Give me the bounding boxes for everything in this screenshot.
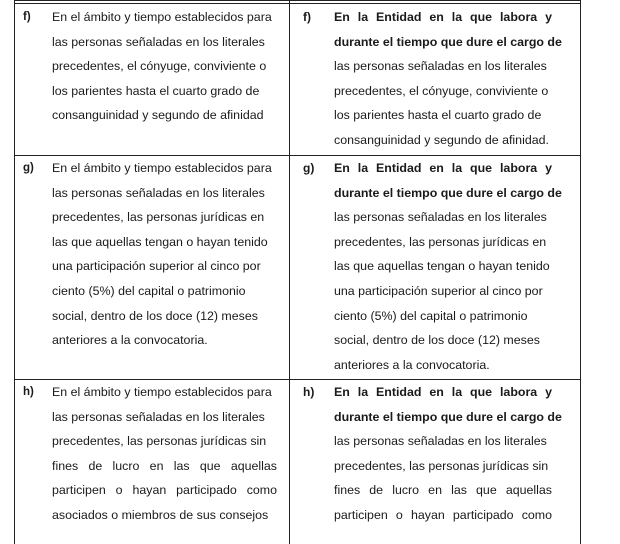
- text-line: precedentes, las personas jurídicas sin: [334, 458, 549, 473]
- text-line: anteriores a la convocatoria.: [52, 333, 208, 348]
- text-line: durante el tiempo que dure el cargo de: [334, 409, 562, 424]
- item-label-h: h): [303, 385, 315, 399]
- text-line: las personas señaladas en los literales: [334, 59, 547, 74]
- comparison-table: [14, 0, 581, 544]
- text-line: las personas señaladas en los literales: [52, 185, 265, 200]
- cell-text: [334, 380, 562, 528]
- cell-text: [334, 5, 562, 153]
- text-line: ciento (5%) del capital o patrimonio: [52, 283, 246, 298]
- text-line: En el ámbito y tiempo establecidos para: [52, 385, 272, 399]
- text-line: una participación superior al cinco por: [334, 283, 543, 298]
- text-line: participen o hayan participado como: [334, 507, 552, 522]
- text-line: precedentes, las personas jurídicas en: [52, 210, 265, 225]
- cell-text: [52, 5, 277, 128]
- text-line: precedentes, el cónyuge, conviviente o: [52, 59, 267, 74]
- text-line: social, dentro de los doce (12) meses: [334, 333, 540, 348]
- text-line: ciento (5%) del capital o patrimonio: [334, 308, 528, 323]
- text-line: En la Entidad en la que labora y: [334, 161, 552, 175]
- text-line: En la Entidad en la que labora y: [334, 385, 552, 399]
- text-line: asociados o miembros de sus consejos: [52, 507, 269, 522]
- text-line: fines de lucro en las que aquellas: [334, 483, 552, 498]
- text-line: social, dentro de los doce (12) meses: [52, 308, 258, 323]
- cell-text: [52, 156, 277, 353]
- row-divider: [15, 3, 580, 4]
- text-line: las personas señaladas en los literales: [334, 210, 547, 225]
- item-label-h: h): [23, 386, 34, 398]
- text-line: las personas señaladas en los literales: [334, 434, 547, 449]
- text-line: En el ámbito y tiempo establecidos para: [52, 161, 272, 175]
- text-line: En la Entidad en la que labora y: [334, 10, 552, 24]
- item-label-g: g): [303, 161, 315, 175]
- text-line: una participación superior al cinco por: [52, 259, 261, 274]
- text-line: consanguinidad y segundo de afinidad.: [334, 132, 549, 147]
- text-line: En el ámbito y tiempo establecidos para: [52, 10, 272, 24]
- text-line: las personas señaladas en los literales: [52, 34, 265, 49]
- text-line: fines de lucro en las que aquellas: [52, 458, 277, 473]
- text-line: consanguinidad y segundo de afinidad: [52, 108, 264, 123]
- text-line: las que aquellas tengan o hayan tenido: [52, 234, 268, 249]
- item-label-g: g): [23, 162, 34, 174]
- item-label-f: f): [23, 11, 31, 23]
- item-label-f: f): [303, 10, 311, 24]
- text-line: los parientes hasta el cuarto grado de: [334, 108, 542, 123]
- text-line: participen o hayan participado como: [52, 483, 277, 498]
- text-line: anteriores a la convocatoria.: [334, 357, 490, 372]
- text-line: las que aquellas tengan o hayan tenido: [334, 259, 550, 274]
- text-line: precedentes, el cónyuge, conviviente o: [334, 83, 549, 98]
- text-line: las personas señaladas en los literales: [52, 409, 265, 424]
- text-line: precedentes, las personas jurídicas sin: [52, 434, 267, 449]
- cell-text: [334, 156, 562, 377]
- text-line: los parientes hasta el cuarto grado de: [52, 83, 260, 98]
- text-line: durante el tiempo que dure el cargo de: [334, 185, 562, 200]
- text-line: durante el tiempo que dure el cargo de: [334, 34, 562, 49]
- cell-text: [52, 380, 277, 528]
- text-line: precedentes, las personas jurídicas en: [334, 234, 547, 249]
